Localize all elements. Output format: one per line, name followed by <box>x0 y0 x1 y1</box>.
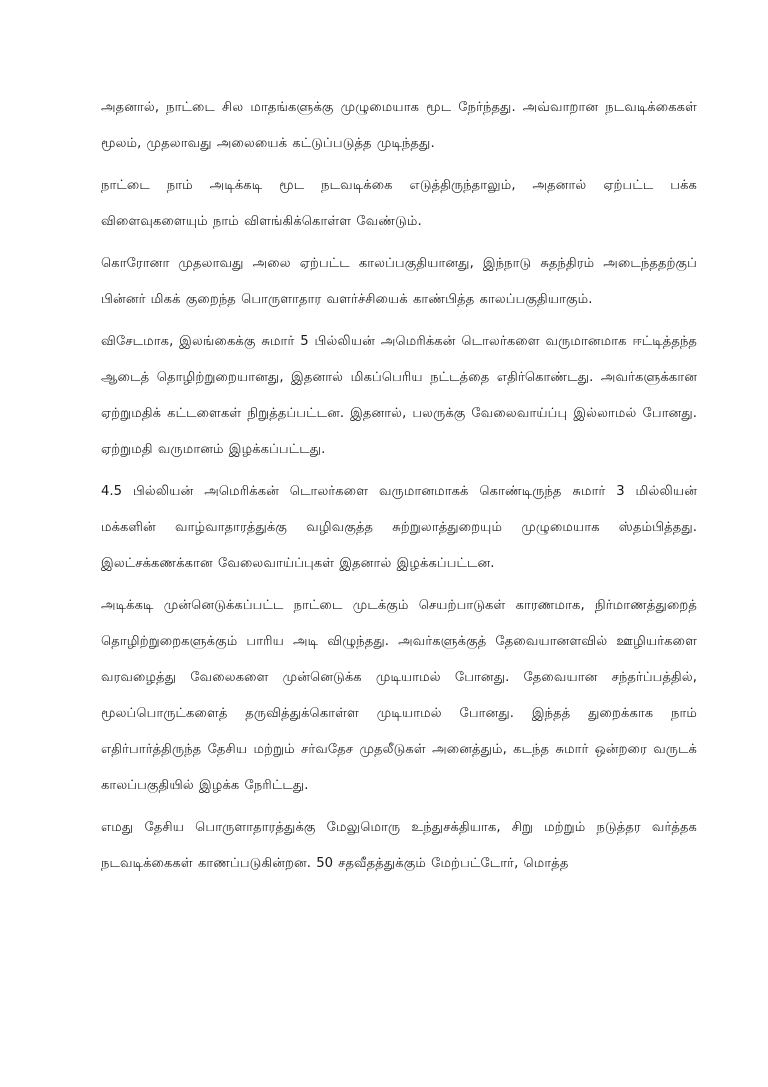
paragraph: விசேடமாக, இலங்கைக்கு சுமார் 5 பில்லியன் அமெரிக்கன் டொலர்களை வருமானமாக ஈட்டித்தந்த ஆடைத் தொழிற்றுறையானது, இதனால் மிகப்பெரிய நட்டத்தை எதிர்கொண்டது. அவர்களுக்கான ஏற்றுமதிக் கட்டளைகள் நிறுத்தப்பட்டன. இதனால், பலருக்கு வேலைவாய்ப்பு இல்லாமல் போனது. ஏற்றுமதி வருமானம் இழக்கப்பட்டது. <box>101 334 697 457</box>
document-body <box>101 90 697 882</box>
paragraph: கொரோனா முதலாவது அலை ஏற்பட்ட காலப்பகுதியானது, இந்நாடு சுதந்திரம் அடைந்ததற்குப் பின்னர் மிகக் குறைந்த பொருளாதார வளர்ச்சியைக் காண்பித்த காலப்பகுதியாகும். <box>101 256 697 307</box>
paragraph: நாட்டை நாம் அடிக்கடி மூட நடவடிக்கை எடுத்திருந்தாலும், அதனால் ஏற்பட்ட பக்க விளைவுகளையும் நாம் விளங்கிக்கொள்ள வேண்டும். <box>101 178 697 229</box>
paragraph: அதனால், நாட்டை சில மாதங்களுக்கு முழுமையாக மூட நேர்ந்தது. அவ்வாறான நடவடிக்கைகள் மூலம், முதலாவது அலையைக் கட்டுப்படுத்த முடிந்தது. <box>101 100 697 151</box>
paragraph: 4.5 பில்லியன் அமெரிக்கன் டொலர்களை வருமானமாகக் கொண்டிருந்த சுமார் 3 மில்லியன் மக்களின் வாழ்வாதாரத்துக்கு வழிவகுத்த சுற்றுலாத்துறையும் முழுமையாக ஸ்தம்பித்தது. இலட்சக்கணக்கான வேலைவாய்ப்புகள் இதனால் இழக்கப்பட்டன. <box>101 484 697 571</box>
paragraph: அடிக்கடி முன்னெடுக்கப்பட்ட நாட்டை முடக்கும் செயற்பாடுகள் காரணமாக, நிர்மாணத்துறைத் தொழிற்றுறைகளுக்கும் பாரிய அடி விழுந்தது. அவர்களுக்குத் தேவையானளவில் ஊழியர்களை வரவழைத்து வேலைகளை முன்னெடுக்க முடியாமல் போனது. தேவையான சந்தர்ப்பத்தில், மூலப்பொருட்களைத் தருவித்துக்கொள்ள முடியாமல் போனது. இந்தத் துறைக்காக நாம் எதிர்பார்த்திருந்த தேசிய மற்றும் சர்வதேச முதலீடுகள் அனைத்தும், கடந்த சுமார் ஒன்றரை வருடக் காலப்பகுதியில் இழக்க நேரிட்டது. <box>101 598 697 793</box>
paragraph: எமது தேசிய பொருளாதாரத்துக்கு மேலுமொரு உந்துசக்தியாக, சிறு மற்றும் நடுத்தர வர்த்தக நடவடிக்கைகள் காணப்படுகின்றன. 50 சதவீதத்துக்கும் மேற்பட்டோர், மொத்த <box>101 820 697 871</box>
